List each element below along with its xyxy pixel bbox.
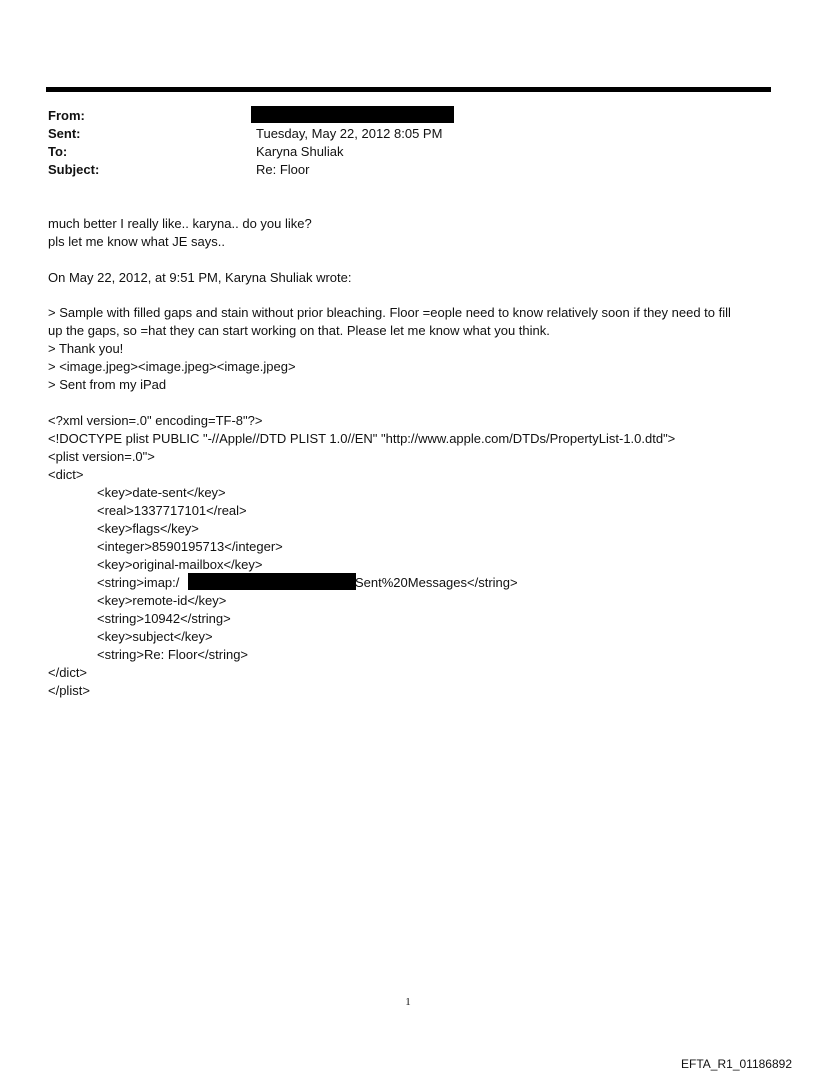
dict-close-tag: </dict> (48, 665, 88, 680)
quoted-line: > Sample with filled gaps and stain without prior bleaching. Floor =eople need to know relatively soon if they need to fill (48, 305, 731, 320)
plist-value: <string>10942</string> (97, 611, 231, 626)
plist-value: <integer>8590195713</integer> (97, 539, 283, 554)
subject-value: Re: Floor (256, 162, 310, 177)
to-value: Karyna Shuliak (256, 144, 344, 159)
from-redaction (251, 106, 454, 123)
plist-value-imap-prefix: <string>imap:/ (97, 575, 180, 590)
plist-value-imap-suffix: Sent%20Messages</string> (355, 575, 518, 590)
dict-open-tag: <dict> (48, 467, 84, 482)
subject-label: Subject: (48, 162, 100, 177)
to-label: To: (48, 144, 68, 159)
reply-line: pls let me know what JE says.. (48, 234, 226, 249)
sent-label: Sent: (48, 126, 81, 141)
plist-value: <string>Re: Floor</string> (97, 647, 249, 662)
page-number: 1 (405, 996, 411, 1008)
imap-redaction (188, 573, 356, 590)
quote-intro: On May 22, 2012, at 9:51 PM, Karyna Shuliak wrote: (48, 270, 352, 285)
plist-key: <key>flags</key> (97, 521, 199, 536)
quoted-line: up the gaps, so =hat they can start working on that. Please let me know what you think. (48, 323, 550, 338)
bates-number: EFTA_R1_01186892 (681, 1057, 792, 1071)
plist-doctype: <!DOCTYPE plist PUBLIC "-//Apple//DTD PLIST 1.0//EN" "http://www.apple.com/DTDs/PropertyList-1.0.dtd"> (48, 431, 676, 446)
plist-close-tag: </plist> (48, 683, 90, 698)
reply-line: much better I really like.. karyna.. do you like? (48, 216, 312, 231)
from-label: From: (48, 108, 85, 123)
plist-key: <key>subject</key> (97, 629, 213, 644)
plist-xml-declaration: <?xml version=.0" encoding=TF-8"?> (48, 413, 263, 428)
plist-key: <key>original-mailbox</key> (97, 557, 263, 572)
plist-value: <real>1337717101</real> (97, 503, 247, 518)
plist-key: <key>date-sent</key> (97, 485, 226, 500)
sent-value: Tuesday, May 22, 2012 8:05 PM (256, 126, 443, 141)
quoted-line: > <image.jpeg><image.jpeg><image.jpeg> (48, 359, 296, 374)
header-rule (46, 87, 771, 92)
plist-key: <key>remote-id</key> (97, 593, 227, 608)
quoted-line: > Sent from my iPad (48, 377, 167, 392)
plist-open-tag: <plist version=.0"> (48, 449, 155, 464)
quoted-line: > Thank you! (48, 341, 124, 356)
